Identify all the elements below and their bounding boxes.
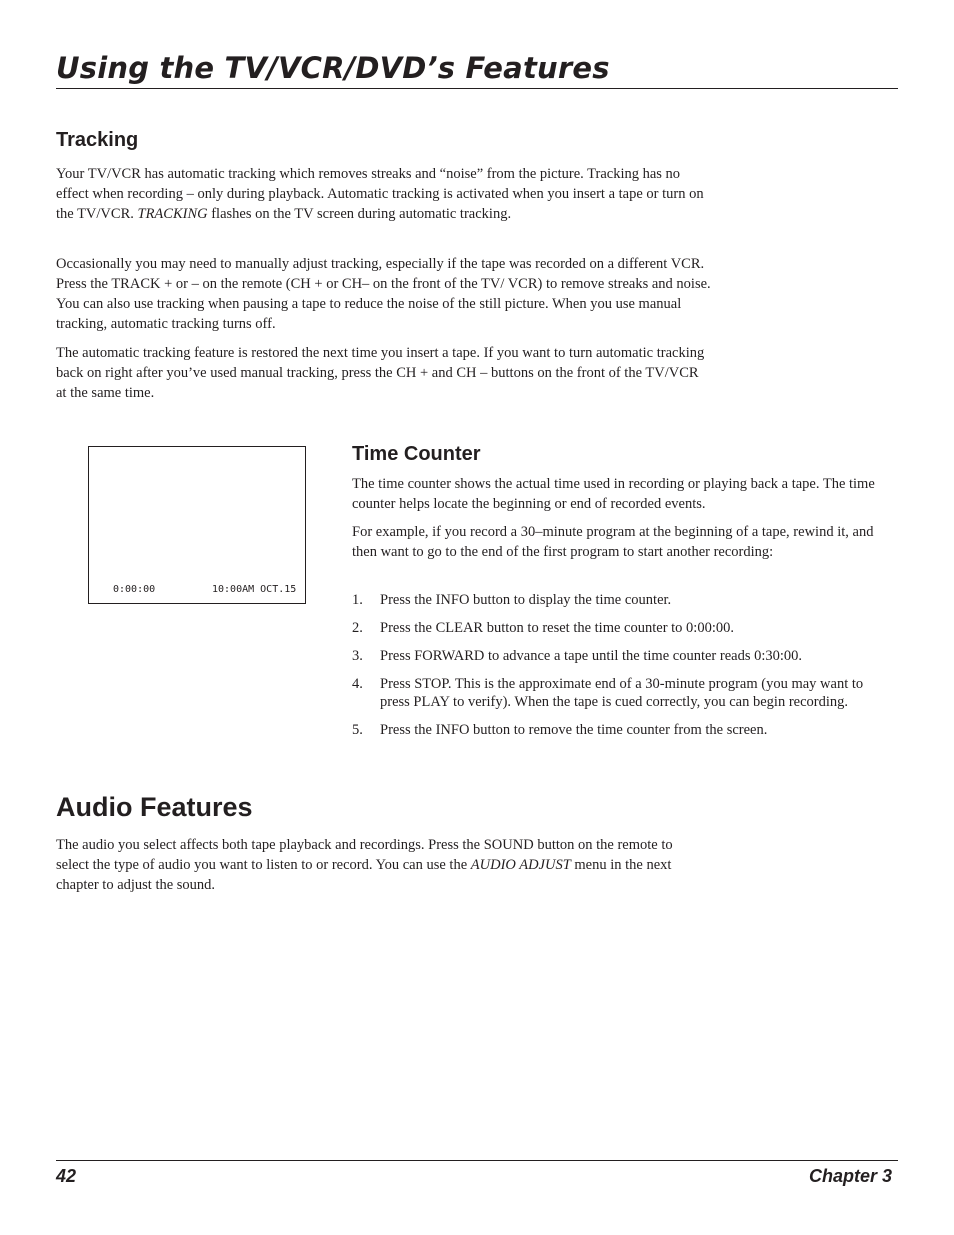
step-item [352,591,892,609]
audio-para-text-b: menu in the next chapter to adjust the sound. [56,857,672,893]
step-text: Press STOP. This is the approximate end of a 30-minute program (you may want to press PLAY to verify). When the tape is cued correctly, you can begin recording. [380,676,864,710]
time-counter-paragraph-2: For example, if you record a 30–minute program at the beginning of a tape, rewind it, and then want to go to the end of the first program to start another recording: [352,524,874,560]
step-number: 4. [352,676,363,692]
tracking-para1-text-a: Your TV/VCR has automatic tracking which removes streaks and “noise” from the picture. Tracking has no effect when recording – only during playback. Automatic tracking is activated when you insert a tape or turn on the TV/VCR. [56,166,704,222]
tv-screen-illustration [88,446,306,604]
time-counter-paragraph-1: The time counter shows the actual time used in recording or playing back a tape. The time counter helps locate the beginning or end of recorded events. [352,476,875,512]
step-item [352,675,892,711]
time-counter-heading: Time Counter [352,443,481,465]
step-text: Press the INFO button to display the time counter. [380,592,672,608]
step-number: 3. [352,648,363,664]
tracking-heading: Tracking [56,129,139,151]
step-text: Press the INFO button to remove the time counter from the screen. [380,722,768,738]
tracking-para1-text-b: flashes on the TV screen during automatic tracking. [207,206,512,222]
tracking-paragraph-1 [56,164,706,224]
step-number: 2. [352,620,363,636]
page-number: 42 [56,1166,77,1186]
audio-paragraph [56,835,696,895]
time-counter-steps [352,591,892,749]
tv-clock: 10:00AM OCT.15 [212,584,297,595]
step-number: 5. [352,722,363,738]
tv-time-counter: 0:00:00 [113,584,156,595]
tracking-paragraph-2: Occasionally you may need to manually adjust tracking, especially if the tape was recorded on a different VCR. Press the TRACK + or – on the remote (CH + or CH– on the front of the TV/ VCR) to remove streaks and noise. You can also use tracking when pausing a tape to reduce the noise of the still picture. When you use manual tracking, automatic tracking turns off. [56,256,711,332]
tracking-paragraph-3: The automatic tracking feature is restored the next time you insert a tape. If you want to turn automatic tracking back on right after you’ve used manual tracking, press the CH + and CH – buttons on the front of the TV/VCR at the same time. [56,345,705,401]
step-text: Press the CLEAR button to reset the time counter to 0:00:00. [380,620,734,636]
chapter-label: Chapter 3 [808,1166,892,1186]
tracking-para1-italic: TRACKING [137,206,208,222]
title-rule [56,88,898,89]
audio-para-italic: AUDIO ADJUST [470,857,571,873]
step-item [352,619,892,637]
audio-para-text-a: The audio you select affects both tape playback and recordings. Press the SOUND button on the remote to select the type of audio you want to listen to or record. You can use the [56,837,673,873]
footer-rule [56,1160,898,1161]
step-text: Press FORWARD to advance a tape until the time counter reads 0:30:00. [380,648,803,664]
step-number: 1. [352,592,363,608]
step-item [352,721,892,739]
page-title: Using the TV/VCR/DVD’s Features [56,51,610,85]
audio-features-heading: Audio Features [56,792,253,822]
step-item [352,647,892,665]
